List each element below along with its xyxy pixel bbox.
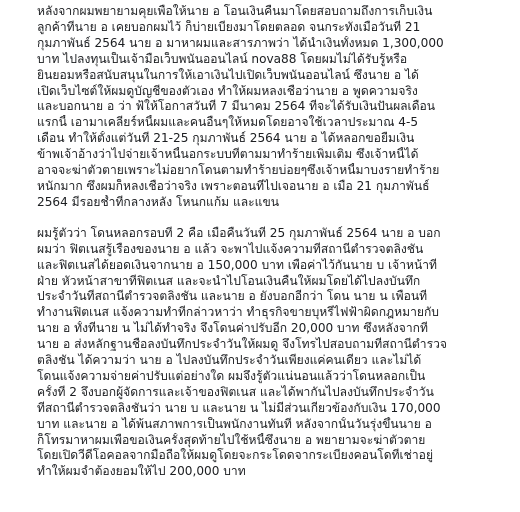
post-body [37, 4, 503, 480]
text-line: บาท ไปลงทุนเป็นเจ้ามือเว็บพนันออนไลน์ nova88 โดยผมไม่ได้รับรู้หรือ [37, 51, 408, 66]
text-line: และฟิตเนสได้ยอดเงินจากนาย อ 150,000 บาท เพื่อค่าไว้กันนาย บ เจ้าหน้าที่ [37, 257, 438, 272]
text-line: ที่สถานีตำรวจตลิ่งชันว่า นาย บ และนาย น ไม่มีส่วนเกี่ยวข้องกับเงิน 170,000 [37, 400, 441, 415]
text-line: บาท และนาย อ ได้พ้นสภาพการเป็นพนักงานทันที หลังจากนั้นวันรุ่งขึ้นนาย อ [37, 416, 432, 431]
paragraph-1 [37, 4, 503, 211]
text-line: ประจำวันที่สถานีตำรวจตลิ่งชัน และนาย อ ยังบอกอีกว่า โดน นาย น เพื่อนที่ [37, 289, 428, 304]
text-line: โดนแจ้งความจ่ายค่าปรับแต่อย่างใด ผมจึงรู้ตัวแน่นอนแล้วว่าโดนหลอกเป็น [37, 368, 426, 383]
text-line: แรกนี้ เอามาเคลียร์หนี้ผมและคนอื่นๆให้หมดโดยอาจใช้เวลาประมาณ 4-5 [37, 115, 419, 130]
text-line: โดยเปิดวีดีโอคอลจากมือถือให้ผมดูโดยจะกระโดดจากระเบียงคอนโดที่เช่าอยู่ [37, 448, 434, 463]
text-line: นาย อ ทั้งที่นาย น ไม่ได้ทำจริง จึงโดนค่าปรับอีก 20,000 บาท ซึ่งหลังจากที่ [37, 321, 428, 336]
text-line: ตลิ่งชัน ได้ความว่า นาย อ ไปลงบันทึกประจำวันเพียงแค่คนเดียว และไม่ได้ [37, 353, 422, 368]
text-line: ฝ่าย หัวหน้าสาขาที่ฟิตเนส และจะนำไปโอนเงินคืนให้ผมโดยได้ไปลงบันทึก [37, 273, 421, 288]
paragraph-2 [37, 226, 503, 481]
text-line: ผมว่า ฟิตเนสรู้เรื่องของนาย อ แล้ว จะพาไปแจ้งความที่สถานีตำรวจตลิ่งชัน [37, 241, 424, 256]
text-line: เดือน ทำให้ตั้งแต่วันที่ 21-25 กุมภาพันธ์ 2564 นาย อ ได้หลอกขอยืมเงิน [37, 131, 415, 146]
text-line: หลังจากผมพยายามคุยเพื่อให้นาย อ โอนเงินคืนมาโดยสอบถามถึงการเก็บเงิน [37, 4, 433, 18]
text-line: อาจจะฆ่าตัวตายเพราะไม่อยากโดนตามทำร้ายบ่อยๆซึ่งเจ้าหนี้มาบงรายทำร้าย [37, 163, 440, 178]
text-line: กุมภาพันธ์ 2564 นาย อ มาหาผมและสารภาพว่า ได้นำเงินทั้งหมด 1,300,000 [37, 35, 444, 50]
text-line: ยินยอมหรือสนับสนุนในการให้เอาเงินไปเปิดเว็บพนันออนไลน์ ซึ่งนาย อ ได้ [37, 67, 419, 82]
text-line: ข้าพเจ้าอ้างว่าไปจ่ายเจ้าหนี้นอกระบบที่ตามมาทำร้ายเพิ่มเติม ซึ่งเจ้าหนี้ได้ [37, 147, 419, 162]
text-line: ครั้งที่ 2 จึงบอกผู้จัดการและเจ้าของฟิตเนส และได้พากันไปลงบันทึกประจำวัน [37, 384, 434, 399]
text-line: เปิดเว็บไซต์ให้ผมดูบัญชีของตัวเอง ทำให้ผมหลงเชื่อว่านาย อ พูดความจริง [37, 83, 418, 98]
text-line: ทำให้ผมจำต้องยอมให้ไป 200,000 บาท [37, 464, 246, 479]
text-line: ก็โทรมาหาผมเพื่อขอเงินครั้งสุดท้ายไปใช้หนี้ซึ่งนาย อ พยายามจะฆ่าตัวตาย [37, 432, 426, 447]
text-line: 2564 มีรอยช้ำที่กลางหลัง โหนกแก้ม และแขน [37, 194, 279, 209]
paragraph-spacer [37, 211, 503, 226]
text-line: ทำงานฟิตเนส แจ้งความทำที่กล่าวหาว่า ทำธุรกิจขายบุหรี่ไฟฟ้าผิดกฎหมายกับ [37, 305, 439, 320]
text-line: หนักมาก ซึ่งผมก็หลงเชื่อว่าจริง เพราะตอนที่ไปเจอนาย อ เมื่อ 21 กุมภาพันธ์ [37, 178, 430, 193]
text-line: ผมรู้ตัวว่า โดนหลอกรอบที่ 2 คือ เมื่อคืนวันที่ 25 กุมภาพันธ์ 2564 นาย อ บอก [37, 225, 441, 240]
text-line: นาย อ ส่งหลักฐานชื่อลงบันทึกประจำวันให้ผมดู จึงโทรไปสอบถามที่สถานีตำรวจ [37, 337, 447, 352]
text-line: ลูกค้าที่นาย อ เคยบอกผมไว้ ก็บ่ายเบี่ยงมาโดยตลอด จนกระทั่งเมื่อวันที่ 21 [37, 19, 421, 34]
text-line: และบอกนาย อ ว่า ฟ้ให้โอกาสวันที่ 7 มีนาคม 2564 ที่จะได้รับเงินปันผลเดือน [37, 99, 436, 114]
